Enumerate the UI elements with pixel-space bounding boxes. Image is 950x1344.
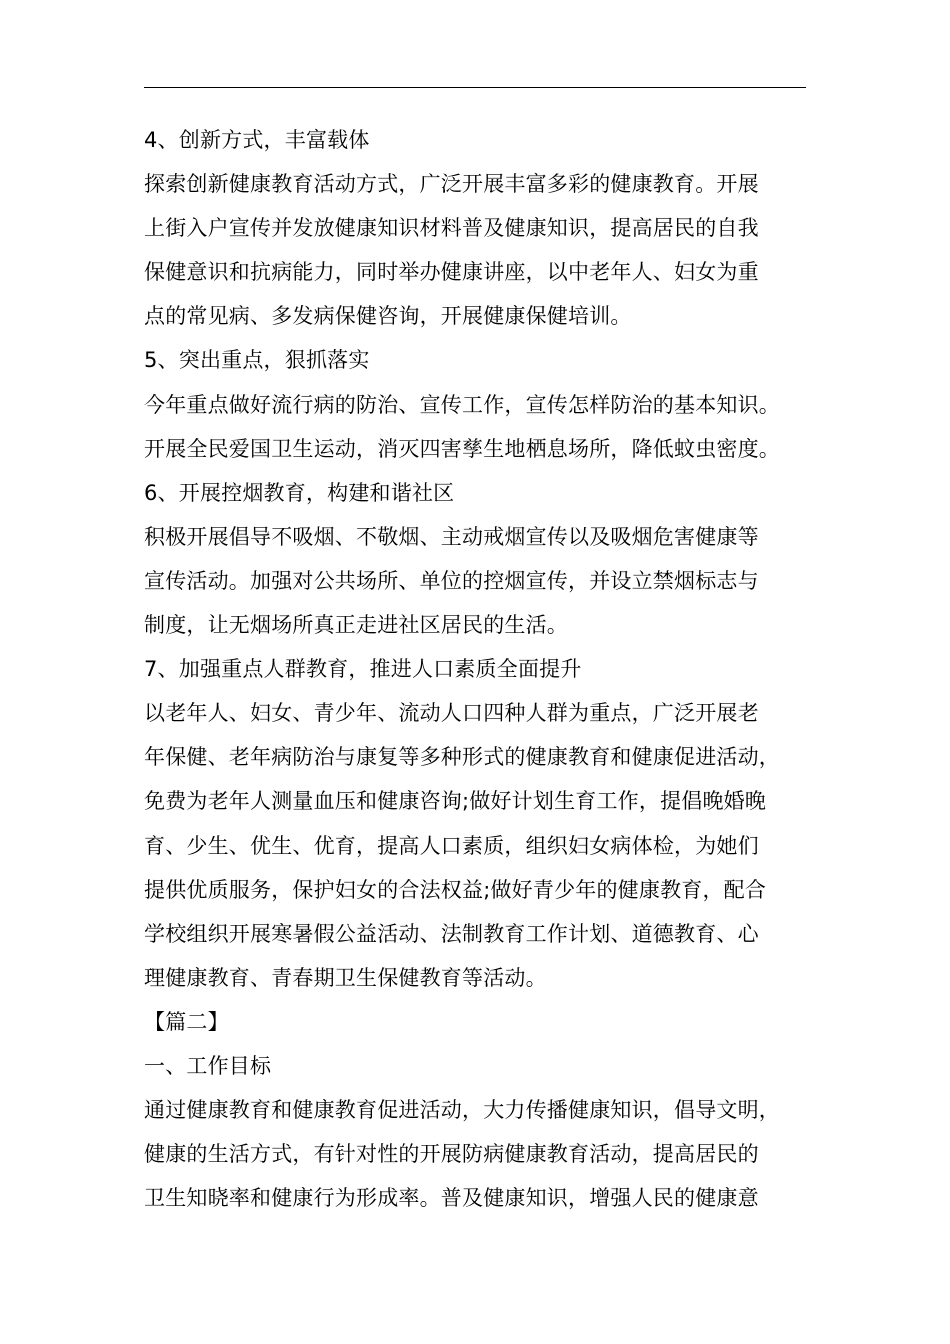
paragraph-line: 免费为老年人测量血压和健康咨询;做好计划生育工作，提倡晚婚晚 [144,789,767,814]
paragraph-line: 理健康教育、青春期卫生保健教育等活动。 [144,965,547,990]
paragraph-line: 提供优质服务，保护妇女的合法权益;做好青少年的健康教育，配合 [144,877,767,902]
heading-6: 6、开展控烟教育，构建和谐社区 [144,480,455,505]
header-rule [144,87,806,88]
section-title: 【篇二】 [144,1009,229,1034]
paragraph-line: 健康的生活方式，有针对性的开展防病健康教育活动，提高居民的 [144,1142,759,1167]
paragraph-line: 育、少生、优生、优育，提高人口素质，组织妇女病体检，为她们 [144,833,759,858]
paragraph-line: 卫生知晓率和健康行为形成率。普及健康知识，增强人民的健康意 [144,1186,759,1211]
paragraph-line: 开展全民爱国卫生运动，消灭四害孳生地栖息场所，降低蚊虫密度。 [144,436,780,461]
paragraph-line: 年保健、老年病防治与康复等多种形式的健康教育和健康促进活动， [144,745,780,770]
paragraph-line: 宣传活动。加强对公共场所、单位的控烟宣传，并设立禁烟标志与 [144,568,759,593]
heading-5: 5、突出重点，狠抓落实 [144,348,370,373]
paragraph-line: 学校组织开展寒暑假公益活动、法制教育工作计划、道德教育、心 [144,921,759,946]
paragraph-line: 制度，让无烟场所真正走进社区居民的生活。 [144,613,568,638]
paragraph-line: 保健意识和抗病能力，同时举办健康讲座，以中老年人、妇女为重 [144,260,759,285]
paragraph-line: 今年重点做好流行病的防治、宣传工作，宣传怎样防治的基本知识。 [144,392,780,417]
document-body [144,118,810,1220]
heading-7: 7、加强重点人群教育，推进人口素质全面提升 [144,657,582,682]
heading-4: 4、创新方式，丰富载体 [144,128,370,152]
paragraph-line: 以老年人、妇女、青少年、流动人口四种人群为重点，广泛开展老 [144,701,759,726]
paragraph-line: 上街入户宣传并发放健康知识材料普及健康知识，提高居民的自我 [144,216,759,241]
heading-goals: 一、工作目标 [144,1053,272,1078]
paragraph-line: 通过健康教育和健康教育促进活动，大力传播健康知识，倡导文明， [144,1098,780,1123]
paragraph-line: 探索创新健康教育活动方式，广泛开展丰富多彩的健康教育。开展 [144,172,759,197]
paragraph-line: 点的常见病、多发病保健咨询，开展健康保健培训。 [144,304,632,329]
paragraph-line: 积极开展倡导不吸烟、不敬烟、主动戒烟宣传以及吸烟危害健康等 [144,524,759,549]
